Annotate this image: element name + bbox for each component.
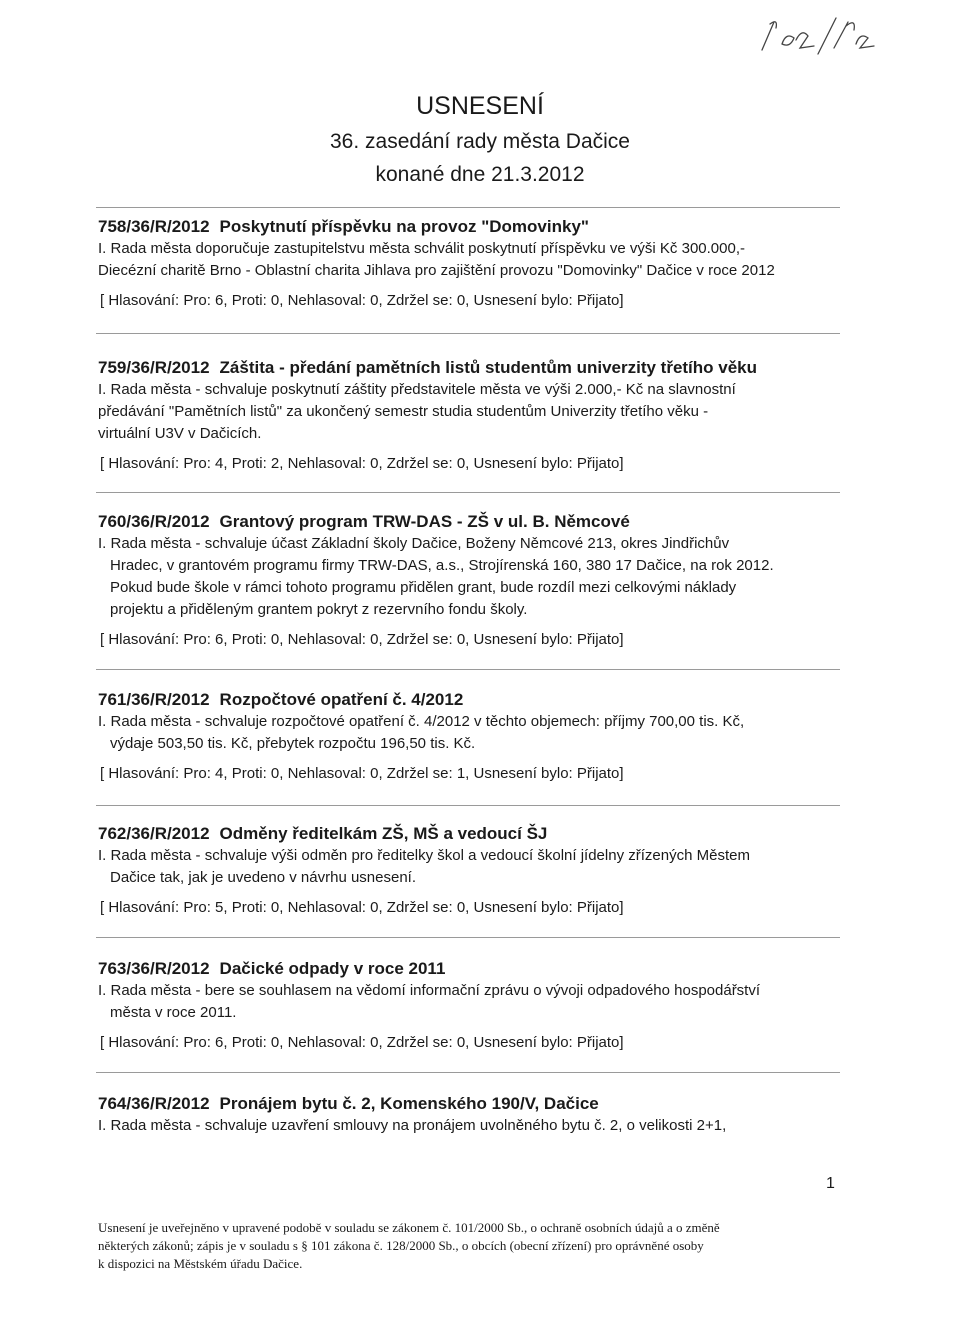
resolution-number: 764/36/R/2012 <box>98 1094 210 1113</box>
resolution-text-line: I. Rada města - schvaluje poskytnutí záštity představitele města ve výši 2.000,- Kč na slavnostní <box>98 381 736 398</box>
resolution-number: 758/36/R/2012 <box>98 217 210 236</box>
section-divider <box>96 1072 840 1073</box>
resolution-text-line: I. Rada města - schvaluje uzavření smlouvy na pronájem uvolněného bytu č. 2, o velikosti 2+1, <box>98 1117 727 1134</box>
section-divider <box>96 805 840 806</box>
resolution-number: 761/36/R/2012 <box>98 690 210 709</box>
resolution-title: Dačické odpady v roce 2011 <box>219 959 446 978</box>
resolution-number: 763/36/R/2012 <box>98 959 210 978</box>
meeting-date: konané dne 21.3.2012 <box>375 163 585 186</box>
resolution-text-line: I. Rada města - bere se souhlasem na vědomí informační zprávu o vývoji odpadového hospodářství <box>98 982 761 999</box>
document-title: USNESENÍ <box>416 92 544 120</box>
vote-result: [ Hlasování: Pro: 6, Proti: 0, Nehlasoval: 0, Zdržel se: 0, Usnesení bylo: Přijato] <box>100 631 624 648</box>
resolution-text-line: I. Rada města - schvaluje výši odměn pro ředitelky škol a vedoucí školní jídelny zřízených Městem <box>98 847 750 864</box>
resolution-title: Záštita - předání pamětních listů studentům univerzity třetího věku <box>219 358 758 377</box>
resolution-text-line: města v roce 2011. <box>110 1004 237 1021</box>
handwritten-page-annotation <box>756 14 876 58</box>
section-divider <box>96 333 840 334</box>
section-divider <box>96 207 840 208</box>
vote-result: [ Hlasování: Pro: 6, Proti: 0, Nehlasoval: 0, Zdržel se: 0, Usnesení bylo: Přijato] <box>100 1034 624 1051</box>
resolution-text-line: Hradec, v grantovém programu firmy TRW-DAS, a.s., Strojírenská 160, 380 17 Dačice, na rok 2012. <box>110 557 774 574</box>
resolution-text-line: virtuální U3V v Dačicích. <box>98 425 262 442</box>
resolution-title: Rozpočtové opatření č. 4/2012 <box>219 690 464 709</box>
resolution-number: 760/36/R/2012 <box>98 512 210 531</box>
section-divider <box>96 669 840 670</box>
footer-note <box>98 1219 838 1273</box>
resolution-762 <box>98 823 838 919</box>
resolution-760 <box>98 511 838 651</box>
footer-line: k dispozici na Městském úřadu Dačice. <box>98 1256 303 1271</box>
resolution-text-line: projektu a přiděleným grantem pokryt z rezervního fondu školy. <box>110 601 528 618</box>
resolution-text-line: Diecézní charitě Brno - Oblastní charita Jihlava pro zajištění provozu "Domovinky" Dačice v roce 2012 <box>98 262 775 279</box>
resolution-text-line: výdaje 503,50 tis. Kč, přebytek rozpočtu 196,50 tis. Kč. <box>110 735 476 752</box>
resolution-text-line: I. Rada města - schvaluje účast Základní školy Dačice, Boženy Němcové 213, okres Jindřichův <box>98 535 730 552</box>
resolution-759 <box>98 357 838 475</box>
footer-line: Usnesení je uveřejněno v upravené podobě v souladu se zákonem č. 101/2000 Sb., o ochraně osobních údajů a o změně <box>98 1220 720 1235</box>
vote-result: [ Hlasování: Pro: 6, Proti: 0, Nehlasoval: 0, Zdržel se: 0, Usnesení bylo: Přijato] <box>100 292 624 309</box>
resolution-text-line: I. Rada města doporučuje zastupitelstvu města schválit poskytnutí příspěvku ve výši Kč 300.000,- <box>98 240 745 257</box>
resolution-number: 762/36/R/2012 <box>98 824 210 843</box>
page-number: 1 <box>826 1175 835 1192</box>
resolution-763 <box>98 958 838 1054</box>
resolution-number: 759/36/R/2012 <box>98 358 210 377</box>
resolution-title: Poskytnutí příspěvku na provoz "Domovinky" <box>219 217 589 236</box>
resolution-text-line: předávání "Pamětních listů" za ukončený semestr studia studentům Univerzity třetího věku - <box>98 403 709 420</box>
resolution-761 <box>98 689 838 785</box>
meeting-title: 36. zasedání rady města Dačice <box>330 130 630 153</box>
resolution-764 <box>98 1093 838 1137</box>
resolution-text-line: I. Rada města - schvaluje rozpočtové opatření č. 4/2012 v těchto objemech: příjmy 700,00 tis. Kč, <box>98 713 745 730</box>
resolution-758 <box>98 216 838 312</box>
vote-result: [ Hlasování: Pro: 4, Proti: 2, Nehlasoval: 0, Zdržel se: 0, Usnesení bylo: Přijato] <box>100 455 624 472</box>
resolution-title: Odměny ředitelkám ZŠ, MŠ a vedoucí ŠJ <box>219 824 548 843</box>
section-divider <box>96 937 840 938</box>
footer-line: některých zákonů; zápis je v souladu s § 101 zákona č. 128/2000 Sb., o obcích (obecní zřízení) pro oprávněné osoby <box>98 1238 704 1253</box>
resolution-title: Pronájem bytu č. 2, Komenského 190/V, Dačice <box>219 1094 599 1113</box>
vote-result: [ Hlasování: Pro: 4, Proti: 0, Nehlasoval: 0, Zdržel se: 1, Usnesení bylo: Přijato] <box>100 765 624 782</box>
resolution-text-line: Pokud bude škole v rámci tohoto programu přidělen grant, bude rozdíl mezi celkovými náklady <box>110 579 737 596</box>
section-divider <box>96 492 840 493</box>
resolution-text-line: Dačice tak, jak je uvedeno v návrhu usnesení. <box>110 869 417 886</box>
resolution-title: Grantový program TRW-DAS - ZŠ v ul. B. Němcové <box>219 512 630 531</box>
vote-result: [ Hlasování: Pro: 5, Proti: 0, Nehlasoval: 0, Zdržel se: 0, Usnesení bylo: Přijato] <box>100 899 624 916</box>
